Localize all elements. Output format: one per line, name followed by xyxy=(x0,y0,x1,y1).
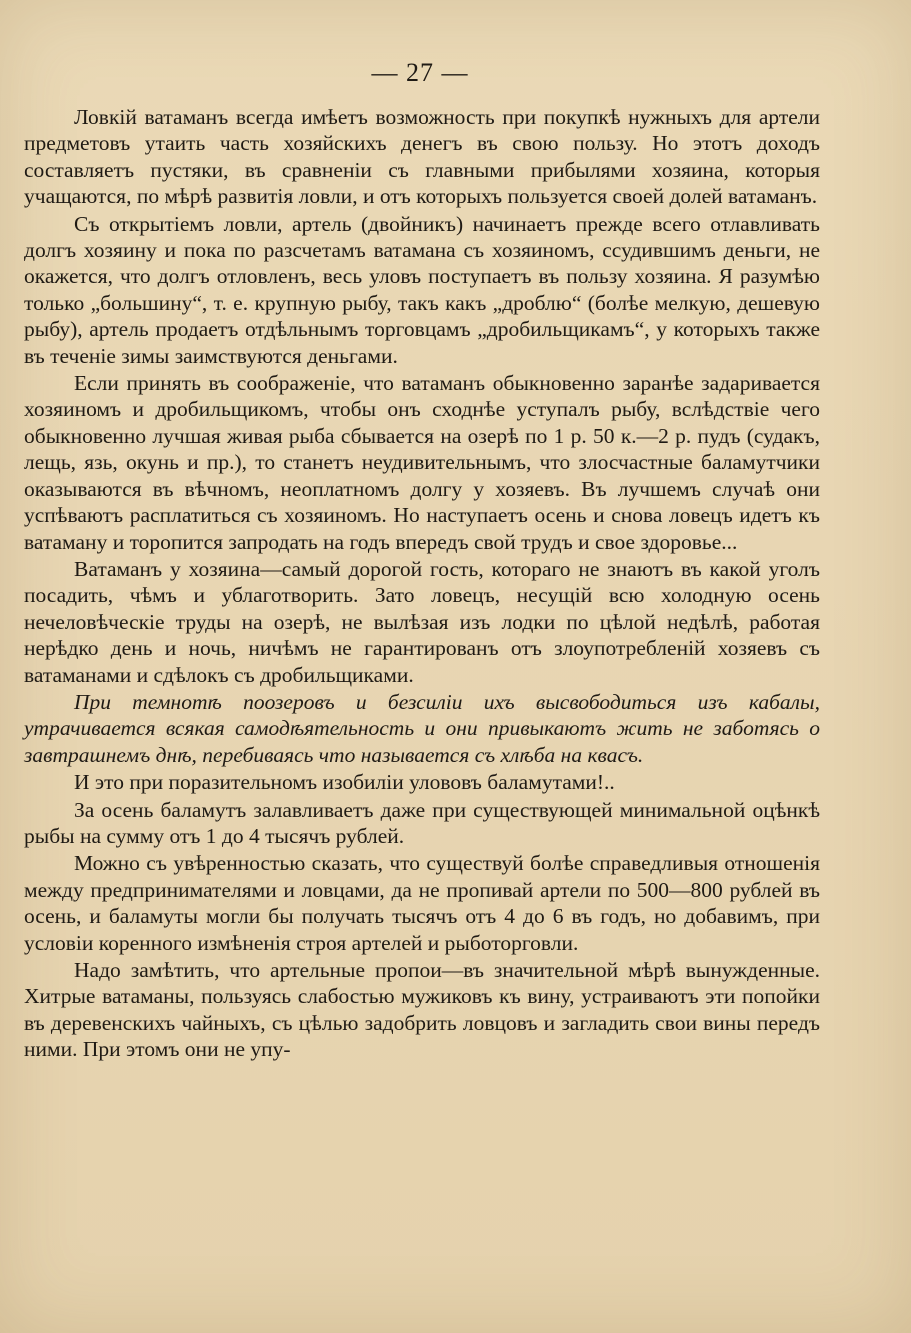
body-text xyxy=(24,104,820,1063)
paragraph: Съ открытіемъ ловли, артель (двойникъ) начинаетъ прежде всего отлавливать долгъ хозяину и пока по разсчетамъ ватамана съ хозяиномъ, ссудившимъ деньги, не окажется, что долгъ отловленъ, весь уловъ поступаетъ въ пользу хозяина. Я разумѣю только „большину“, т. е. крупную рыбу, такъ какъ „дроблю“ (болѣе мелкую, дешевую рыбу), артель продаетъ отдѣльнымъ торговцамъ „дробильщикамъ“, у которыхъ также въ теченіе зимы заимствуются деньгами. xyxy=(24,211,820,368)
paragraph: Если принять въ соображеніе, что ватаманъ обыкновенно заранѣе задаривается хозяиномъ и дробильщикомъ, чтобы онъ сходнѣе уступалъ рыбу, вслѣдствіе чего обыкновенно лучшая живая рыба сбывается на озерѣ по 1 р. 50 к.—2 р. пудъ (судакъ, лещь, язь, окунь и пр.), то станетъ неудивительнымъ, что злосчастные баламутчики оказываются въ вѣчномъ, неоплатномъ долгу у хозяевъ. Въ лучшемъ случаѣ они успѣваютъ расплатиться съ хозяиномъ. Но наступаетъ осень и снова ловецъ идетъ къ ватаману и торопится запродать на годъ впередъ свой трудъ и свое здоровье... xyxy=(24,371,820,554)
paragraph: Надо замѣтить, что артельные пропои—въ значительной мѣрѣ вынужденные. Хитрые ватаманы, пользуясь слабостью мужиковъ къ вину, устраиваютъ эти попойки въ деревенскихъ чайныхъ, съ цѣлью задобрить ловцовъ и загладить свои вины передъ ними. При этомъ они не упу- xyxy=(24,958,820,1062)
page-number: — 27 — xyxy=(371,58,469,87)
italic-paragraph: При темнотѣ поозеровъ и безсиліи ихъ высвободиться изъ кабалы, утрачивается всякая самодѣятельность и они привыкаютъ жить не заботясь о завтрашнемъ днѣ, перебиваясь что называется съ хлѣба на квасъ. xyxy=(24,689,820,767)
paragraph: За осень баламутъ залавливаетъ даже при существующей минимальной оцѣнкѣ рыбы на сумму отъ 1 до 4 тысячъ рублей. xyxy=(24,797,820,848)
paragraph: Ватаманъ у хозяина—самый дорогой гость, котораго не знаютъ въ какой уголъ посадить, чѣмъ и ублаготворить. Зато ловецъ, несущій всю холодную осень нечеловѣческіе труды на озерѣ, не вылѣзая изъ лодки по цѣлой недѣлѣ, работая нерѣдко день и ночь, ничѣмъ не гарантированъ отъ злоупотребленій хозяевъ съ ватаманами и сдѣлокъ съ дробильщиками. xyxy=(24,556,820,687)
paragraph: И это при поразительномъ изобиліи улововъ баламутами!.. xyxy=(74,770,615,795)
paragraph: Можно съ увѣренностью сказать, что существуй болѣе справедливыя отношенія между предпринимателями и ловцами, да не пропивай артели по 500—800 рублей въ осень, и баламуты могли бы получать тысячъ отъ 4 до 6 въ годъ, но добавимъ, при условіи коренного измѣненія строя артелей и рыботорговли. xyxy=(24,851,820,955)
paragraph: Ловкій ватаманъ всегда имѣетъ возможность при покупкѣ нужныхъ для артели предметовъ утаить часть хозяйскихъ денегъ въ свою пользу. Но этотъ доходъ составляетъ пустяки, въ сравненіи съ главными прибылями хозяина, которыя учащаются, по мѣрѣ развитія ловли, и отъ которыхъ пользуется своей долей ватаманъ. xyxy=(24,105,820,209)
